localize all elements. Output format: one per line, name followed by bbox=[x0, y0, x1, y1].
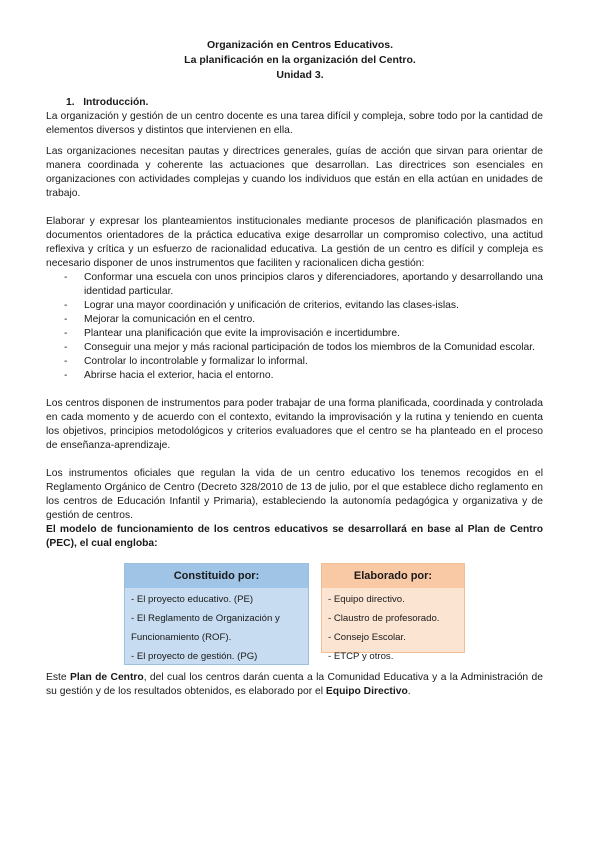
list-item: - Abrirse hacia el exterior, hacia el entorno. bbox=[64, 369, 543, 383]
closing-text: , del cual los centros darán cuenta a la Comunidad Educativa y a la Administración de su gestión y de los resultados obtenidos, es elaborado por el bbox=[46, 672, 543, 697]
elaborado-box bbox=[321, 563, 465, 662]
plan-boxes bbox=[46, 563, 543, 671]
elaborado-item: - Claustro de profesorado. bbox=[328, 613, 440, 624]
list-item: - Conformar una escuela con unos principios claros y diferenciadores, aportando y desarrollando una identidad particular. bbox=[64, 271, 543, 299]
constituido-title: Constituido por: bbox=[125, 564, 308, 588]
closing-text: . bbox=[407, 686, 411, 697]
constituido-item: - El Reglamento de Organización y Funcionamiento (ROF). bbox=[131, 613, 280, 643]
paragraph-1: La organización y gestión de un centro docente es una tarea difícil y compleja, sobre todo por la cantidad de elementos diversos y distintos que intervienen en ella. bbox=[46, 111, 543, 136]
closing-text: Este bbox=[46, 672, 70, 683]
paragraph-5: Los instrumentos oficiales que regulan la vida de un centro educativo los tenemos recogidos en el Reglamento Orgánico de Centro (Decreto 328/2010 de 13 de julio, por el que establece dicho reglamento en los centros de Educación Infantil y Primaria), estableciendo la autonomía pedagógica y organizativa y de gestión de centros. bbox=[46, 468, 543, 521]
objectives-list bbox=[46, 271, 543, 383]
section-heading bbox=[46, 96, 543, 110]
title-line-2: La planificación en la organización del Centro. bbox=[184, 54, 416, 66]
list-item: - Conseguir una mejor y más racional participación de todos los miembros de la Comunidad escolar. bbox=[64, 341, 543, 355]
elaborado-item: - Consejo Escolar. bbox=[328, 632, 406, 643]
list-item: - Mejorar la comunicación en el centro. bbox=[64, 313, 543, 327]
section-title: Introducción. bbox=[83, 97, 149, 108]
closing-bold-plan: Plan de Centro bbox=[69, 672, 144, 683]
elaborado-title: Elaborado por: bbox=[322, 564, 464, 588]
title-line-1: Organización en Centros Educativos. bbox=[206, 39, 394, 51]
closing-bold-equipo: Equipo Directivo bbox=[325, 686, 408, 697]
section-number: 1. bbox=[66, 97, 75, 108]
paragraph-4: Los centros disponen de instrumentos para poder trabajar de una forma planificada, coordinada y controlada en cada momento y de acuerdo con el contexto, evitando la improvisación y la rutina y teniendo en cuenta los objetivos, principios metodológicos y criterios evaluadores que el centro se ha planteado en el proceso de enseñanza-aprendizaje. bbox=[46, 398, 543, 451]
list-item: - Controlar lo incontrolable y formalizar lo informal. bbox=[64, 355, 543, 369]
paragraph-6: El modelo de funcionamiento de los centros educativos se desarrollará en base al Plan de Centro (PEC), el cual engloba: bbox=[46, 524, 543, 549]
document-title bbox=[0, 38, 600, 83]
elaborado-item: - Equipo directivo. bbox=[328, 594, 405, 605]
list-item: - Plantear una planificación que evite la improvisación e incertidumbre. bbox=[64, 327, 543, 341]
elaborado-item: - ETCP y otros. bbox=[328, 651, 394, 662]
title-line-3: Unidad 3. bbox=[276, 69, 324, 81]
closing-paragraph bbox=[46, 671, 543, 699]
paragraph-3: Elaborar y expresar los planteamientos institucionales mediante procesos de planificación plasmados en documentos orientadores de la práctica educativa exige desarrollar un compromiso colectivo, una actitud reflexiva y crítica y un esfuerzo de racionalidad educativa. La gestión de un centro es difícil y compleja es necesario disponer de unos instrumentos que faciliten y racionalicen dicha gestión: bbox=[46, 216, 543, 269]
constituido-item: - El proyecto de gestión. (PG) bbox=[131, 651, 258, 662]
constituido-box bbox=[124, 563, 309, 665]
document-body bbox=[46, 96, 543, 699]
list-item: - Lograr una mayor coordinación y unificación de criterios, evitando las clases-islas. bbox=[64, 299, 543, 313]
paragraph-2: Las organizaciones necesitan pautas y directrices generales, guías de acción que sirvan para orientar de manera coordinada y coherente las actuaciones que desarrollan. Las directrices son esenciales en organizaciones con actividades complejas y cuando los individuos que están en ella actúan en unidades de trabajo. bbox=[46, 146, 543, 199]
constituido-item: - El proyecto educativo. (PE) bbox=[131, 594, 254, 605]
